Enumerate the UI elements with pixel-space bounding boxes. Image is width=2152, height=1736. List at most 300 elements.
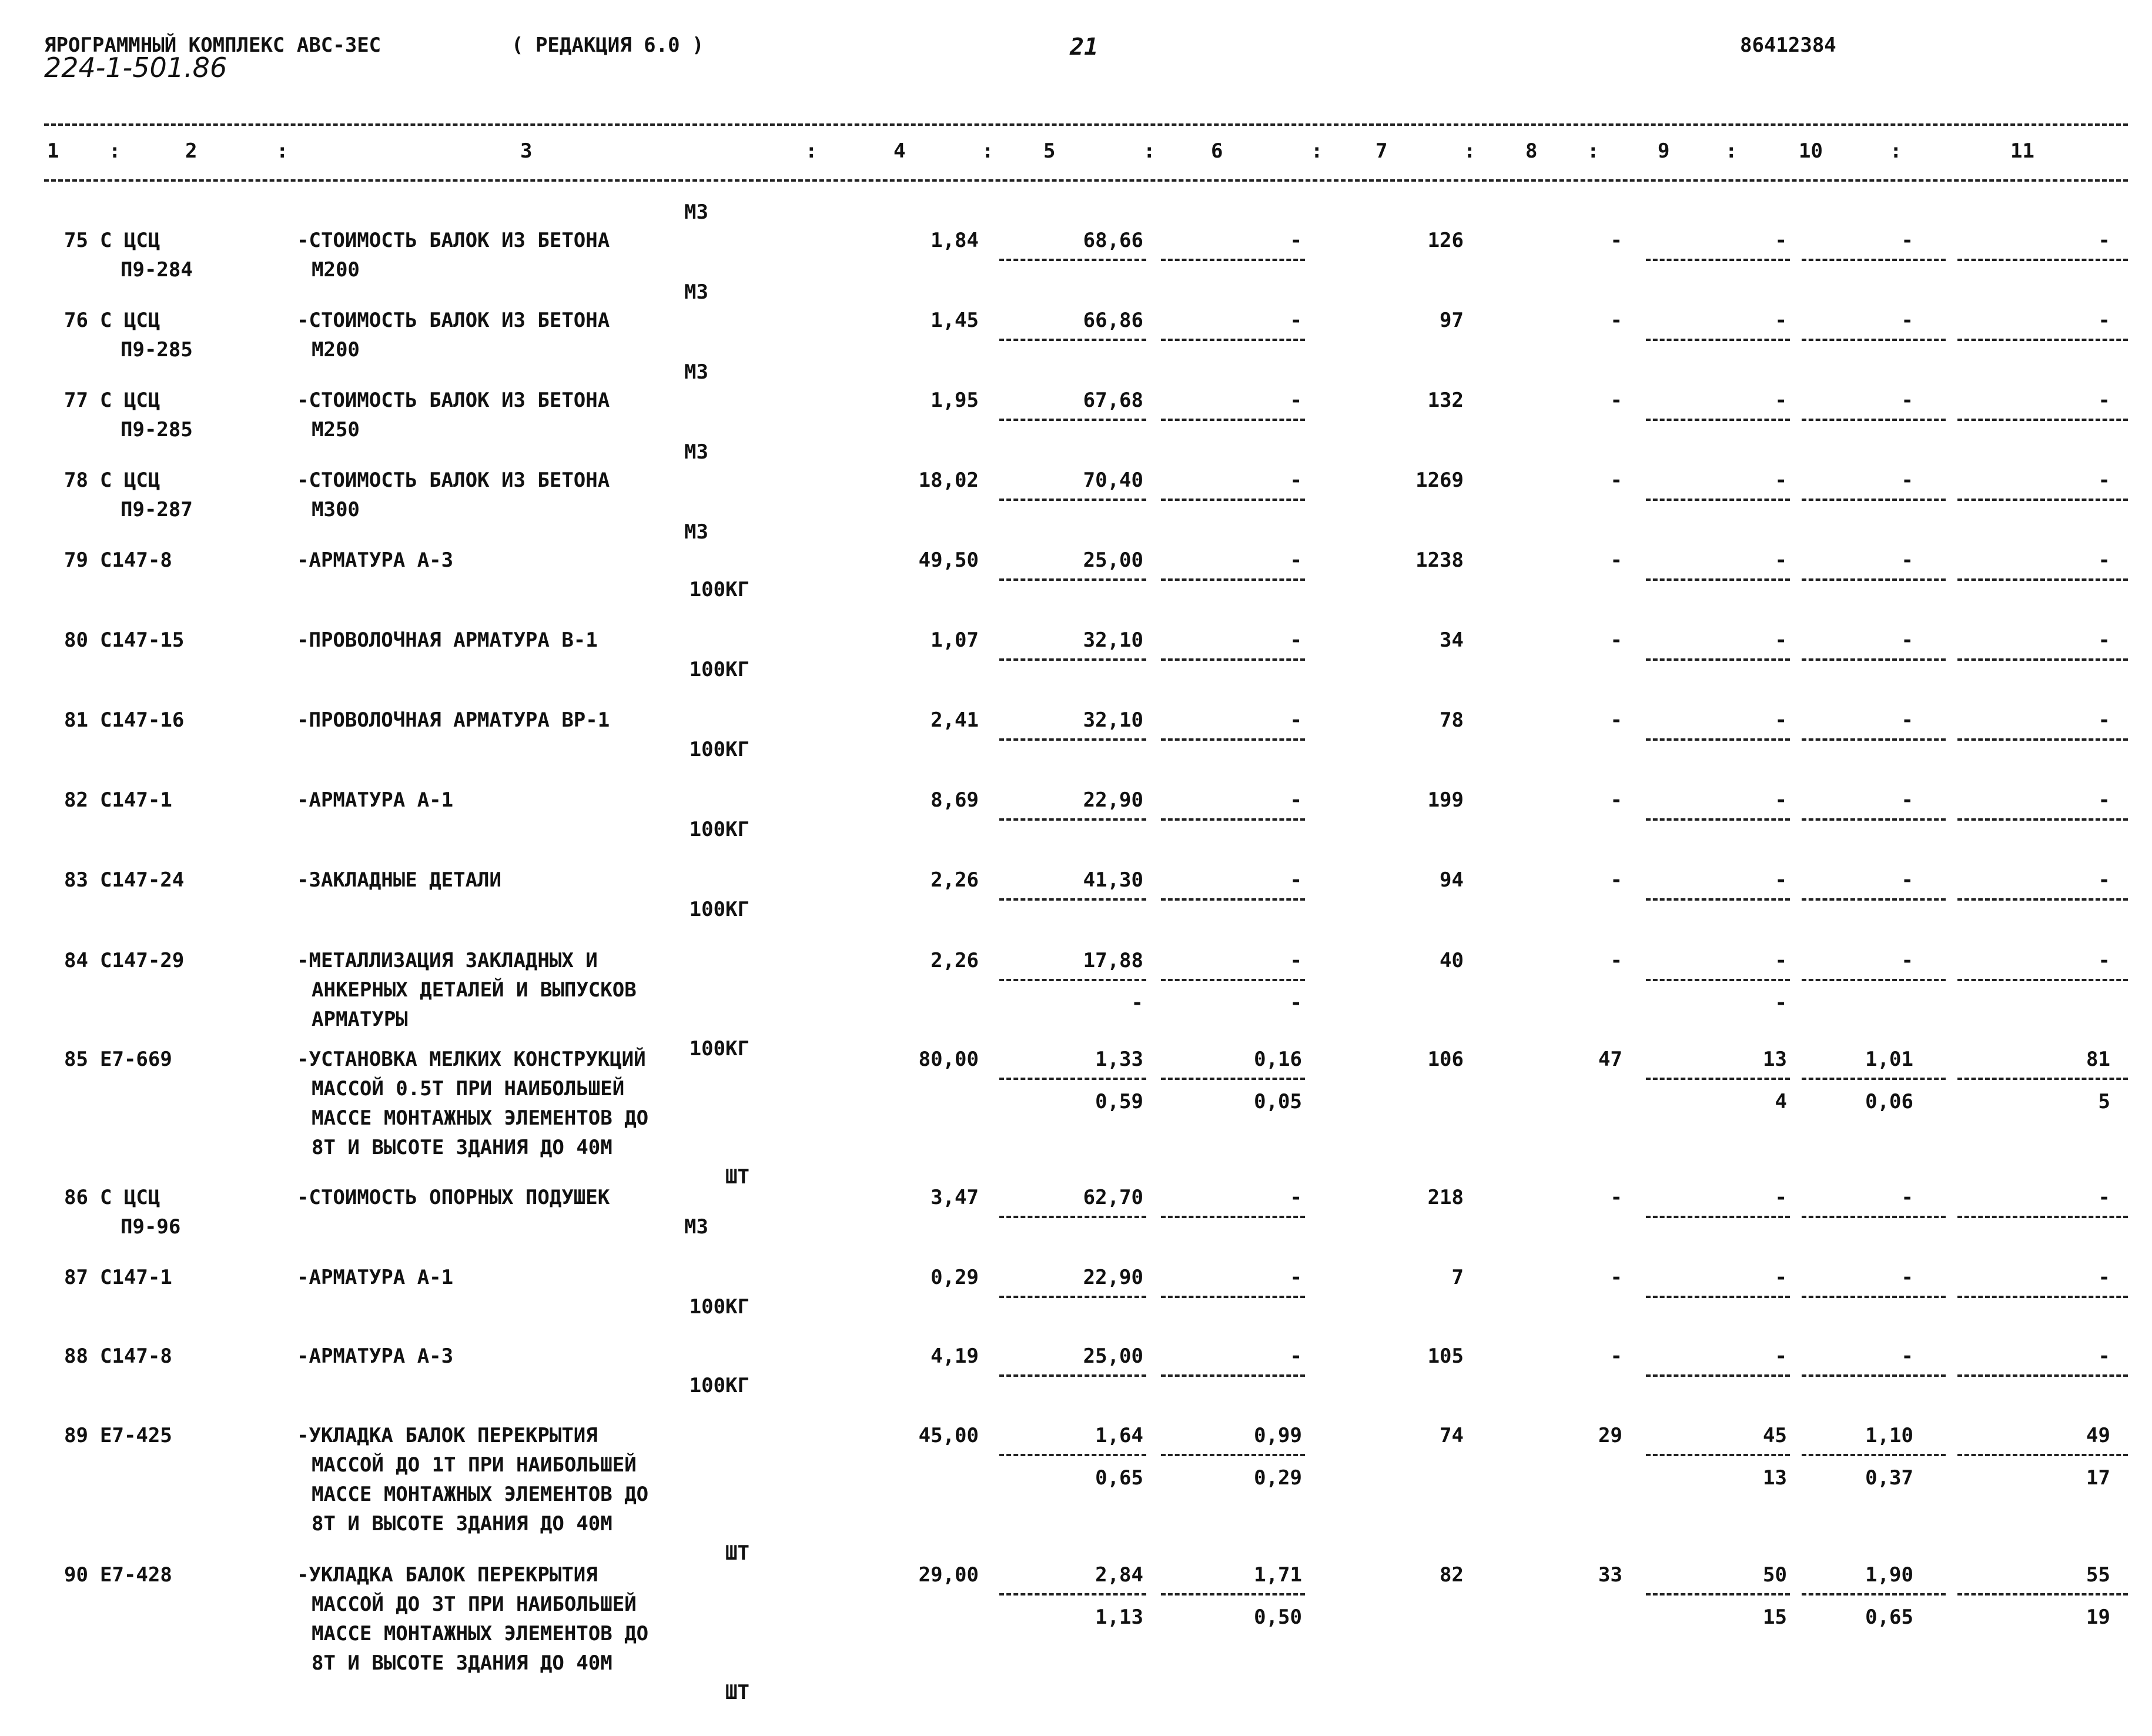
cell-rule [1161,499,1305,501]
cell-col4: 1,07 [931,628,979,652]
cell-col9: 13 [1763,1048,1787,1071]
cell-rule [999,738,1146,741]
row-number: 87 [64,1266,88,1289]
row-code: С147-29 [100,949,185,972]
cell-rule [1646,1454,1790,1456]
cell-col11-secondary: 17 [2086,1466,2110,1490]
row-code: С147-1 [100,1266,172,1289]
column-header-sep: : [1311,139,1323,163]
row-description-line: МАССЕ МОНТАЖНЫХ ЭЛЕМЕНТОВ ДО [312,1483,649,1506]
row-number: 77 [64,389,88,412]
cell-rule [999,1454,1146,1456]
cell-col9: - [1775,229,1787,252]
cell-col11: - [2098,788,2110,812]
row-description-line: МАССЕ МОНТАЖНЫХ ЭЛЕМЕНТОВ ДО [312,1106,649,1130]
revision-label: ( РЕДАКЦИЯ 6.0 ) [511,34,704,57]
row-number: 76 [64,309,88,332]
row-description-line: -СТОИМОСТЬ БАЛОК ИЗ БЕТОНА [297,229,610,252]
cell-rule [999,818,1146,821]
row-description-line: АРМАТУРЫ [312,1008,408,1031]
cell-col11: - [2098,1186,2110,1209]
cell-col10: - [1901,788,1913,812]
cell-col10: - [1901,949,1913,972]
row-description-line: М200 [312,258,360,282]
cell-col6-secondary: 0,50 [1254,1605,1302,1629]
cell-col5: 22,90 [1083,1266,1143,1289]
cell-rule [1161,658,1305,661]
cell-col5: 25,00 [1083,1344,1143,1368]
row-code: Е7-425 [100,1424,172,1447]
cell-rule [999,1216,1146,1218]
cell-rule [1802,1454,1946,1456]
row-code: С ЦСЦ [100,389,160,412]
column-header-2: 2 [185,139,198,163]
row-description-line: -ПРОВОЛОЧНАЯ АРМАТУРА В-1 [297,628,598,652]
cell-col5: 1,64 [1095,1424,1143,1447]
cell-col4: 2,41 [931,708,979,732]
row-number: 90 [64,1563,88,1587]
cell-col5: 25,00 [1083,548,1143,572]
column-header-7: 7 [1375,139,1388,163]
cell-col9-secondary: 15 [1763,1605,1787,1629]
row-unit: ШТ [725,1681,749,1704]
cell-col7: 97 [1440,309,1464,332]
cell-col5-secondary: 0,65 [1095,1466,1143,1490]
cell-col4: 0,29 [931,1266,979,1289]
cell-rule [1957,1374,2128,1377]
cell-rule [1957,339,2128,341]
cell-col11: 55 [2086,1563,2110,1587]
cell-rule [999,658,1146,661]
cell-col9: - [1775,868,1787,892]
cell-rule [1646,818,1790,821]
cell-col7: 218 [1427,1186,1464,1209]
cell-rule [1161,419,1305,421]
cell-col6: - [1290,1186,1302,1209]
cell-rule [1802,259,1946,261]
cell-rule [1646,979,1790,981]
cell-col8: - [1610,1344,1622,1368]
cell-col4: 49,50 [918,548,979,572]
cell-rule [1802,898,1946,901]
row-description-line: -УСТАНОВКА МЕЛКИХ КОНСТРУКЦИЙ [297,1048,646,1071]
row-number: 79 [64,548,88,572]
cell-col10: 1,10 [1865,1424,1913,1447]
cell-col10: - [1901,548,1913,572]
cell-rule [999,1078,1146,1080]
column-header-10: 10 [1799,139,1823,163]
cell-rule [1957,419,2128,421]
cell-col8: - [1610,628,1622,652]
cell-col4: 80,00 [918,1048,979,1071]
cell-col9: 45 [1763,1424,1787,1447]
cell-col8: 47 [1598,1048,1622,1071]
cell-col8: - [1610,868,1622,892]
cell-col8: - [1610,788,1622,812]
cell-col4: 1,95 [931,389,979,412]
cell-rule [1646,1296,1790,1298]
row-code: С147-15 [100,628,185,652]
cell-rule [1957,979,2128,981]
cell-col11: - [2098,469,2110,492]
cell-rule [1646,1078,1790,1080]
row-code: С147-8 [100,1344,172,1368]
row-description-line: -СТОИМОСТЬ БАЛОК ИЗ БЕТОНА [297,389,610,412]
cell-rule [1161,1593,1305,1595]
column-header-11: 11 [2010,139,2034,163]
cell-col7: 106 [1427,1048,1464,1071]
cell-rule [1802,1593,1946,1595]
cell-col6: - [1290,788,1302,812]
cell-rule [1161,1374,1305,1377]
cell-col6: - [1290,548,1302,572]
cell-col4: 29,00 [918,1563,979,1587]
row-code: С ЦСЦ [100,309,160,332]
cell-rule [1802,979,1946,981]
cell-rule [1957,898,2128,901]
cell-col5-secondary: - [1131,991,1143,1015]
cell-col4: 45,00 [918,1424,979,1447]
cell-col7: 74 [1440,1424,1464,1447]
cell-rule [1802,1296,1946,1298]
cell-col8: - [1610,469,1622,492]
row-description-line: -СТОИМОСТЬ БАЛОК ИЗ БЕТОНА [297,309,610,332]
cell-rule [1161,1078,1305,1080]
cell-rule [1646,339,1790,341]
cell-rule [1957,1078,2128,1080]
cell-rule [1161,1296,1305,1298]
row-number: 84 [64,949,88,972]
column-header-sep: : [109,139,121,163]
cell-col9: - [1775,949,1787,972]
row-code: С147-16 [100,708,185,732]
cell-col9: - [1775,1186,1787,1209]
handwritten-reference: 224-1-501.86 [44,52,227,83]
cell-col9: - [1775,788,1787,812]
cell-rule [1161,738,1305,741]
cell-col10: - [1901,229,1913,252]
cell-col10-secondary: 0,65 [1865,1605,1913,1629]
row-code-secondary: П9-284 [121,258,193,282]
column-header-6: 6 [1211,139,1223,163]
row-code-secondary: П9-285 [121,418,193,441]
cell-rule [1161,979,1305,981]
cell-col11: - [2098,309,2110,332]
cell-col5: 1,33 [1095,1048,1143,1071]
cell-rule [1957,1593,2128,1595]
row-description-line: М300 [312,498,360,521]
row-unit: ШТ [725,1541,749,1565]
row-unit: 100КГ [689,738,749,761]
cell-col5: 32,10 [1083,628,1143,652]
row-unit: 100КГ [689,658,749,681]
cell-col7: 199 [1427,788,1464,812]
cell-col6: - [1290,469,1302,492]
row-number: 81 [64,708,88,732]
cell-col7: 1238 [1415,548,1464,572]
column-header-8: 8 [1525,139,1538,163]
row-description-line: М200 [312,338,360,362]
cell-rule [1161,1454,1305,1456]
column-header-sep: : [1890,139,1902,163]
cell-col4: 1,84 [931,229,979,252]
cell-rule [1957,1454,2128,1456]
cell-col8: - [1610,309,1622,332]
cell-col8: - [1610,548,1622,572]
column-header-4: 4 [893,139,906,163]
cell-col11: - [2098,229,2110,252]
row-code: С147-24 [100,868,185,892]
cell-col5: 22,90 [1083,788,1143,812]
cell-col10: - [1901,389,1913,412]
cell-col10: - [1901,1186,1913,1209]
cell-col5: 41,30 [1083,868,1143,892]
row-code: С ЦСЦ [100,229,160,252]
cell-col11: 81 [2086,1048,2110,1071]
cell-rule [1646,259,1790,261]
cell-col11: - [2098,1266,2110,1289]
cell-col4: 2,26 [931,949,979,972]
row-description-line: М250 [312,418,360,441]
cell-col9-secondary: 4 [1775,1090,1787,1113]
cell-col10-secondary: 0,37 [1865,1466,1913,1490]
row-description-line: -ПРОВОЛОЧНАЯ АРМАТУРА ВР-1 [297,708,610,732]
cell-col10: - [1901,469,1913,492]
column-header-sep: : [1725,139,1738,163]
column-header-1: 1 [47,139,59,163]
cell-col4: 2,26 [931,868,979,892]
column-header-sep: : [276,139,289,163]
cell-rule [999,499,1146,501]
cell-rule [1802,419,1946,421]
cell-col11: - [2098,389,2110,412]
cell-col6: - [1290,309,1302,332]
cell-col11: - [2098,868,2110,892]
cell-rule [999,979,1146,981]
cell-col11: - [2098,949,2110,972]
cell-col11-secondary: 19 [2086,1605,2110,1629]
row-unit: 100КГ [689,818,749,841]
row-number: 83 [64,868,88,892]
cell-col10: - [1901,868,1913,892]
document-code: 86412384 [1740,34,1836,57]
row-number: 89 [64,1424,88,1447]
row-code: С ЦСЦ [100,469,160,492]
cell-rule [1161,818,1305,821]
cell-rule [999,1296,1146,1298]
row-description-line: 8Т И ВЫСОТЕ ЗДАНИЯ ДО 40М [312,1136,613,1159]
cell-rule [1802,1374,1946,1377]
row-unit: 100КГ [689,1037,749,1061]
row-unit: 100КГ [689,1295,749,1319]
row-description-line: -АРМАТУРА А-3 [297,1344,454,1368]
column-header-5: 5 [1043,139,1056,163]
cell-col9: - [1775,469,1787,492]
cell-rule [1802,1078,1946,1080]
row-number: 85 [64,1048,88,1071]
cell-col10: - [1901,309,1913,332]
row-description-line: -УКЛАДКА БАЛОК ПЕРЕКРЫТИЯ [297,1424,598,1447]
cell-col7: 94 [1440,868,1464,892]
cell-rule [1957,818,2128,821]
page-number: 21 [1070,34,1099,61]
cell-col5-secondary: 1,13 [1095,1605,1143,1629]
row-description-line: АНКЕРНЫХ ДЕТАЛЕЙ И ВЫПУСКОВ [312,978,637,1002]
cell-col8: - [1610,1186,1622,1209]
cell-col10: - [1901,1266,1913,1289]
row-description-line: -МЕТАЛЛИЗАЦИЯ ЗАКЛАДНЫХ И [297,949,598,972]
row-description-line: -СТОИМОСТЬ ОПОРНЫХ ПОДУШЕК [297,1186,610,1209]
cell-col5: 32,10 [1083,708,1143,732]
row-unit: ШТ [725,1165,749,1189]
cell-col5: 62,70 [1083,1186,1143,1209]
row-description-line: -УКЛАДКА БАЛОК ПЕРЕКРЫТИЯ [297,1563,598,1587]
cell-rule [1646,738,1790,741]
row-number: 88 [64,1344,88,1368]
cell-col6-secondary: 0,29 [1254,1466,1302,1490]
row-unit-above: М3 [684,440,708,464]
row-code: С147-1 [100,788,172,812]
row-description-line: МАССЕ МОНТАЖНЫХ ЭЛЕМЕНТОВ ДО [312,1622,649,1645]
row-code-secondary: П9-285 [121,338,193,362]
cell-col6: - [1290,1266,1302,1289]
cell-col9: - [1775,1266,1787,1289]
cell-col10: 1,01 [1865,1048,1913,1071]
cell-rule [1957,578,2128,581]
row-unit: М3 [684,1215,708,1239]
cell-col10-secondary: 0,06 [1865,1090,1913,1113]
cell-col7: 126 [1427,229,1464,252]
cell-col11: 49 [2086,1424,2110,1447]
cell-rule [1802,339,1946,341]
row-unit: 100КГ [689,578,749,601]
row-description-line: МАССОЙ ДО 3Т ПРИ НАИБОЛЬШЕЙ [312,1593,637,1616]
cell-col5: 67,68 [1083,389,1143,412]
cell-col10: - [1901,708,1913,732]
row-number: 82 [64,788,88,812]
cell-col8: - [1610,1266,1622,1289]
cell-rule [999,898,1146,901]
cell-col6: 0,16 [1254,1048,1302,1071]
cell-col5: 2,84 [1095,1563,1143,1587]
cell-rule [1161,1216,1305,1218]
row-description-line: -СТОИМОСТЬ БАЛОК ИЗ БЕТОНА [297,469,610,492]
cell-col11: - [2098,1344,2110,1368]
cell-col7: 7 [1451,1266,1464,1289]
cell-rule [999,1593,1146,1595]
cell-col7: 1269 [1415,469,1464,492]
row-unit-above: М3 [684,520,708,544]
column-header-sep: : [805,139,818,163]
cell-col9: - [1775,389,1787,412]
row-description-line: -АРМАТУРА А-1 [297,788,454,812]
cell-col11: - [2098,708,2110,732]
cell-col6: - [1290,1344,1302,1368]
cell-col9: - [1775,1344,1787,1368]
cell-rule [1802,738,1946,741]
cell-rule [1802,499,1946,501]
row-description-line: 8Т И ВЫСОТЕ ЗДАНИЯ ДО 40М [312,1651,613,1675]
cell-col6: - [1290,708,1302,732]
row-number: 75 [64,229,88,252]
column-header-sep: : [1587,139,1599,163]
cell-col9-secondary: 13 [1763,1466,1787,1490]
cell-rule [1957,1296,2128,1298]
cell-rule [1957,1216,2128,1218]
row-code-secondary: П9-96 [121,1215,181,1239]
cell-rule [1161,578,1305,581]
cell-col4: 18,02 [918,469,979,492]
cell-rule [1646,898,1790,901]
cell-col10: 1,90 [1865,1563,1913,1587]
row-unit: 100КГ [689,1374,749,1397]
row-number: 80 [64,628,88,652]
row-unit-above: М3 [684,360,708,384]
cell-rule [1802,1216,1946,1218]
cell-col6: - [1290,389,1302,412]
cell-col6: 1,71 [1254,1563,1302,1587]
cell-col10: - [1901,1344,1913,1368]
cell-col6-secondary: 0,05 [1254,1090,1302,1113]
cell-col9: - [1775,548,1787,572]
cell-col10: - [1901,628,1913,652]
cell-rule [1646,419,1790,421]
row-code-secondary: П9-287 [121,498,193,521]
cell-col11: - [2098,548,2110,572]
row-code: Е7-428 [100,1563,172,1587]
cell-col4: 4,19 [931,1344,979,1368]
cell-rule [999,259,1146,261]
row-description-line: 8Т И ВЫСОТЕ ЗДАНИЯ ДО 40М [312,1512,613,1536]
cell-col7: 132 [1427,389,1464,412]
cell-rule [1957,499,2128,501]
cell-col7: 34 [1440,628,1464,652]
cell-col4: 8,69 [931,788,979,812]
cell-col6: - [1290,949,1302,972]
cell-col5: 70,40 [1083,469,1143,492]
cell-col7: 105 [1427,1344,1464,1368]
column-header-sep: : [982,139,994,163]
cell-rule [999,1374,1146,1377]
cell-rule [1646,1374,1790,1377]
cell-rule [1161,259,1305,261]
cell-col8: - [1610,708,1622,732]
cell-rule [999,419,1146,421]
cell-rule [1646,658,1790,661]
cell-col5: 66,86 [1083,309,1143,332]
cell-rule [1957,658,2128,661]
cell-col7: 82 [1440,1563,1464,1587]
cell-col6: 0,99 [1254,1424,1302,1447]
cell-col6-secondary: - [1290,991,1302,1015]
cell-col8: 29 [1598,1424,1622,1447]
cell-rule [1646,1593,1790,1595]
cell-col7: 78 [1440,708,1464,732]
cell-col9: - [1775,708,1787,732]
cell-rule [1646,578,1790,581]
row-number: 86 [64,1186,88,1209]
cell-col11-secondary: 5 [2098,1090,2110,1113]
cell-rule [1161,898,1305,901]
cell-col4: 1,45 [931,309,979,332]
row-unit-above: М3 [684,200,708,224]
cell-col9-secondary: - [1775,991,1787,1015]
cell-col6: - [1290,868,1302,892]
row-code: С147-8 [100,548,172,572]
row-description-line: -АРМАТУРА А-1 [297,1266,454,1289]
cell-rule [999,339,1146,341]
row-description-line: -АРМАТУРА А-3 [297,548,454,572]
